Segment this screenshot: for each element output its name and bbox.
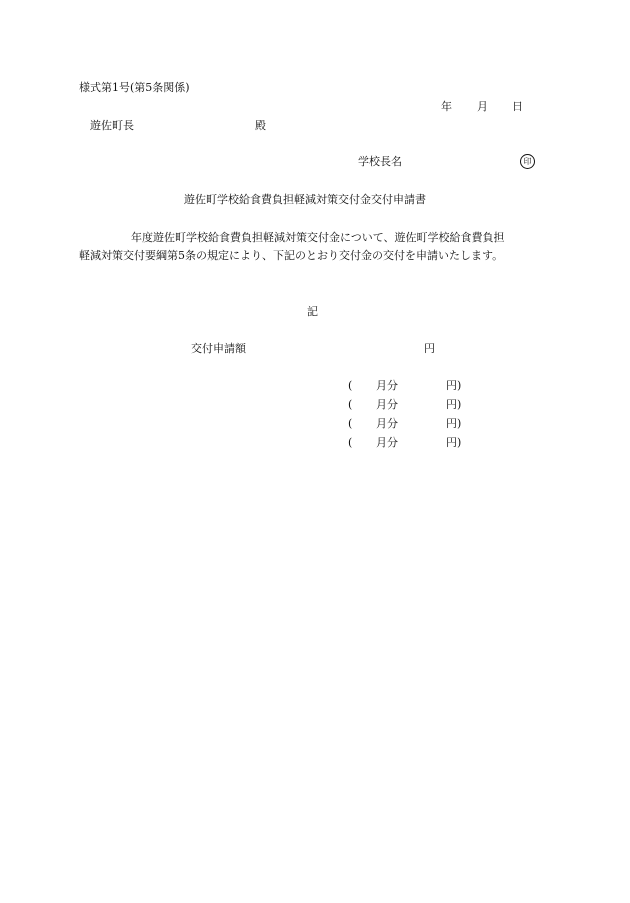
- breakdown-month-label: 月分: [376, 398, 398, 411]
- breakdown-month-label: 月分: [376, 417, 398, 430]
- honorific: 殿: [255, 119, 266, 132]
- breakdown-open-paren: (: [348, 379, 353, 392]
- breakdown-yen-label: 円): [446, 398, 462, 411]
- form-number: 様式第1号(第5条関係): [79, 81, 190, 94]
- date-month-label: 月: [477, 100, 488, 113]
- breakdown-row: [348, 417, 468, 431]
- breakdown-row: [348, 436, 468, 450]
- breakdown-row: [348, 398, 468, 412]
- breakdown-yen-label: 円): [446, 436, 462, 449]
- breakdown-yen-label: 円): [446, 379, 462, 392]
- ki-heading: 記: [307, 305, 318, 318]
- addressee: 遊佐町長: [90, 119, 134, 132]
- breakdown-month-label: 月分: [376, 379, 398, 392]
- date-day-label: 日: [512, 100, 523, 113]
- body-paragraph: [79, 229, 509, 264]
- amount-label: 交付申請額: [191, 342, 246, 355]
- breakdown-open-paren: (: [348, 417, 353, 430]
- body-text: 年度遊佐町学校給食費負担軽減対策交付金について、遊佐町学校給食費負担軽減対策交付要綱第5条の規定により、下記のとおり交付金の交付を申請いたします。: [79, 231, 505, 262]
- date-year-label: 年: [441, 100, 452, 113]
- breakdown-open-paren: (: [348, 398, 353, 411]
- breakdown-row: [348, 379, 468, 393]
- breakdown-month-label: 月分: [376, 436, 398, 449]
- breakdown-open-paren: (: [348, 436, 353, 449]
- breakdown-yen-label: 円): [446, 417, 462, 430]
- seal-mark: 印: [520, 154, 535, 169]
- amount-unit: 円: [424, 342, 435, 355]
- document-title: 遊佐町学校給食費負担軽減対策交付金交付申請書: [184, 193, 426, 206]
- applicant-label: 学校長名: [358, 155, 402, 168]
